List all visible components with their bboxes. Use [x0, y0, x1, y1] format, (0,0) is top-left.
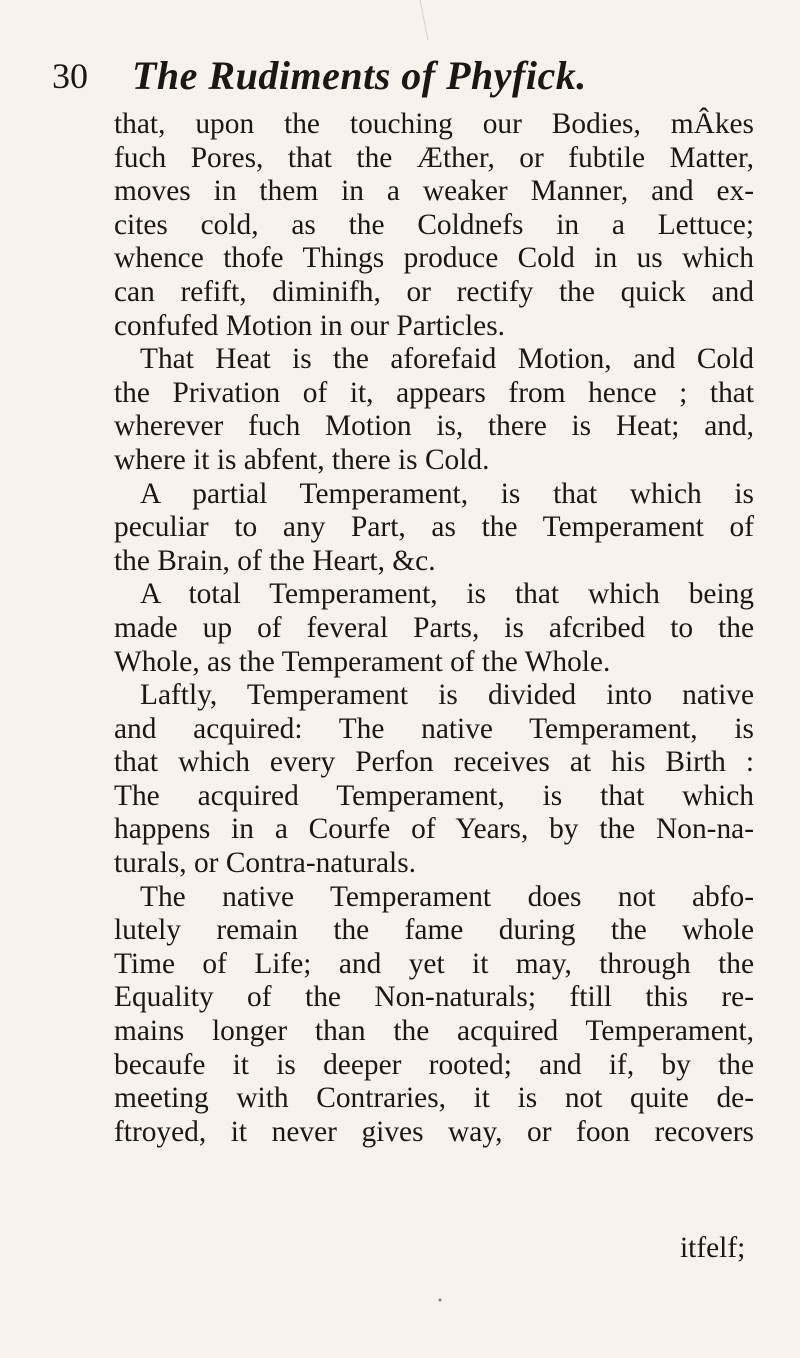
text-line: can refift, diminifh, or rectify the quick and	[114, 275, 754, 308]
text-line: that, upon the touching our Bodies, mÂkes	[114, 108, 754, 140]
text-line: The native Temperament does not abfo-	[140, 880, 754, 913]
text-line: happens in a Courfe of Years, by the Non-na-	[114, 813, 754, 846]
text-line: cites cold, as the Coldnefs in a Lettuce;	[114, 208, 754, 241]
text-line: and acquired: The native Temperament, is	[114, 712, 754, 745]
text-line: that which every Perfon receives at his Birth :	[114, 746, 754, 779]
text-line: peculiar to any Part, as the Temperament of	[114, 511, 754, 544]
page-header	[52, 53, 752, 106]
text-line: Time of Life; and yet it may, through the	[114, 947, 754, 980]
text-line: wherever fuch Motion is, there is Heat; and,	[114, 410, 754, 443]
text-line: the Brain, of the Heart, &c.	[114, 544, 436, 577]
running-title: The Rudiments of Phyfick.	[132, 53, 587, 98]
text-line: A total Temperament, is that which being	[140, 578, 754, 611]
text-line: mains longer than the acquired Temperament,	[114, 1015, 754, 1048]
text-line: Equality of the Non-naturals; ftill this re-	[114, 981, 754, 1014]
page-number: 30	[52, 56, 88, 96]
text-line: turals, or Contra-naturals.	[114, 847, 416, 880]
text-line: where it is abfent, there is Cold.	[114, 443, 490, 476]
text-line: whence thofe Things produce Cold in us which	[114, 242, 754, 275]
paper-crease	[420, 0, 428, 40]
text-line: ftroyed, it never gives way, or foon recovers	[114, 1115, 754, 1148]
ink-speck	[439, 1299, 442, 1302]
text-line: the Privation of it, appears from hence ; that	[114, 376, 754, 409]
text-line: confufed Motion in our Particles.	[114, 309, 505, 342]
text-line: becaufe it is deeper rooted; and if, by the	[114, 1048, 754, 1081]
text-line: made up of feveral Parts, is afcribed to the	[114, 611, 754, 644]
text-line: That Heat is the aforefaid Motion, and Cold	[140, 343, 754, 376]
text-line: lutely remain the fame during the whole	[114, 914, 754, 947]
text-line: fuch Pores, that the Æther, or fubtile Matter,	[114, 141, 754, 174]
catchword: itfelf;	[680, 1232, 746, 1264]
text-line: meeting with Contraries, it is not quite de-	[114, 1082, 754, 1115]
text-line: A partial Temperament, is that which is	[140, 477, 754, 510]
body-text	[114, 108, 754, 1149]
text-line: Laftly, Temperament is divided into native	[140, 679, 754, 712]
text-line: Whole, as the Temperament of the Whole.	[114, 645, 611, 678]
text-line: moves in them in a weaker Manner, and ex-	[114, 175, 754, 208]
text-line: The acquired Temperament, is that which	[114, 779, 754, 812]
